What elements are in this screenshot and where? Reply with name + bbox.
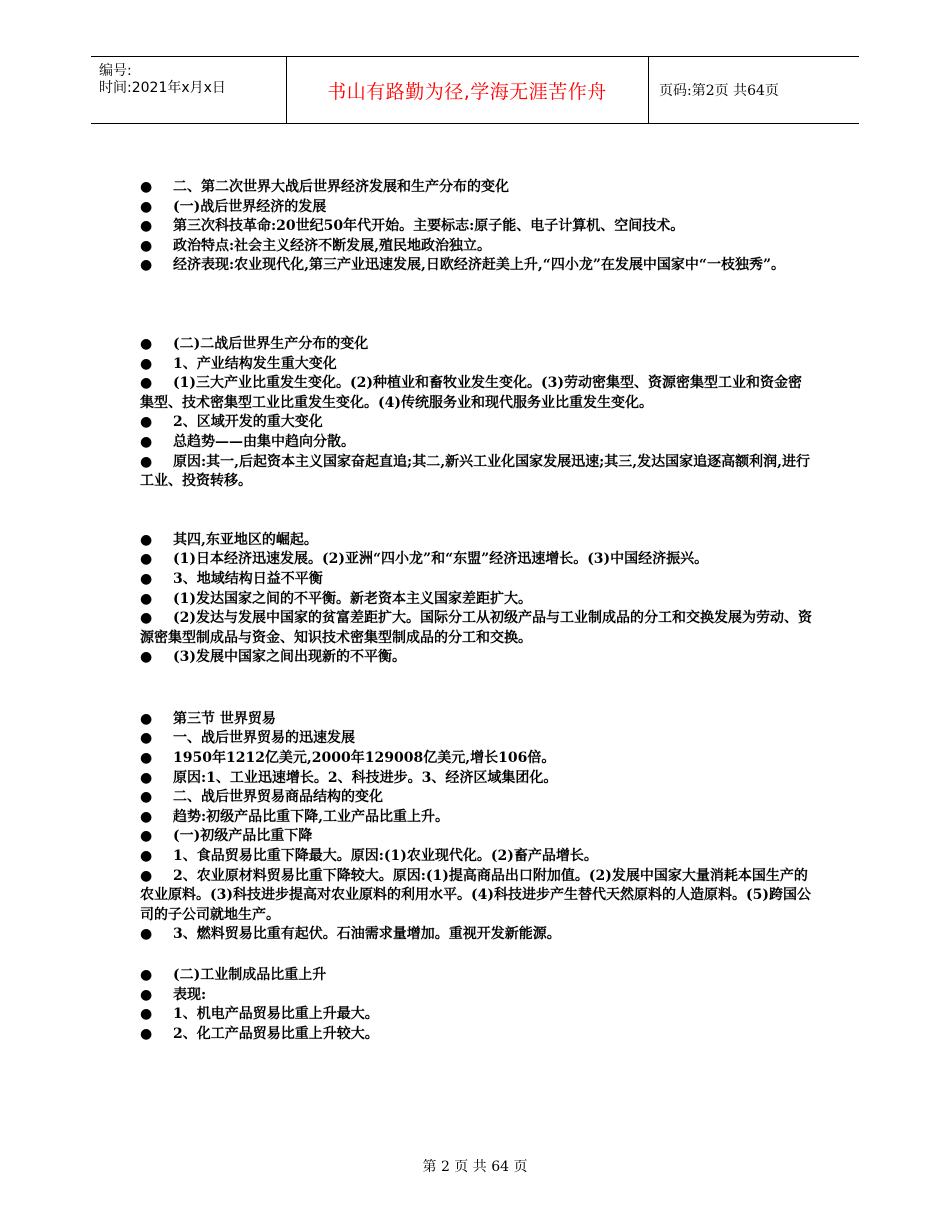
paragraph-text: (2)发达与发展中国家的贫富差距扩大。国际分工从初级产品与工业制成品的分工和交换发展为劳动、资源密集型制成品与资金、知识技术密集型制成品的分工和交换。	[140, 610, 812, 646]
bullet-icon: ●	[140, 531, 153, 548]
bullet-icon: ●	[140, 335, 153, 352]
bullet-paragraph	[140, 433, 812, 453]
section-gap	[140, 276, 812, 335]
bullet-paragraph	[140, 867, 812, 926]
paragraph-text: (1)日本经济迅速发展。(2)亚洲“四小龙”和“东盟”经济迅速增长。(3)中国经济振兴。	[173, 551, 709, 568]
bullet-paragraph	[140, 237, 812, 257]
paragraph-text: 2、农业原材料贸易比重下降较大。原因:(1)提高商品出口附加值。(2)发展中国家大量消耗本国生产的农业原料。(3)科技进步提高对农业原料的利用水平。(4)科技进步产生替代天然原料的人造原料。(5)跨国公司的子公司就地生产。	[140, 867, 811, 923]
bullet-paragraph	[140, 966, 812, 986]
paragraph-text: 表现:	[173, 986, 207, 1003]
bullet-icon: ●	[140, 198, 153, 215]
header-left-cell	[91, 57, 287, 123]
bullet-icon: ●	[140, 926, 153, 943]
paragraph-text: 原因:其一,后起资本主义国家奋起直追;其二,新兴工业化国家发展迅速;其三,发达国家追逐高额利润,进行工业、投资转移。	[140, 453, 810, 490]
bullet-icon: ●	[140, 1025, 153, 1042]
bullet-icon: ●	[140, 750, 153, 767]
paragraph-text: 总趋势——由集中趋向分散。	[173, 433, 355, 450]
section-gap	[140, 945, 812, 966]
bullet-icon: ●	[140, 179, 153, 195]
bullet-icon: ●	[140, 649, 153, 666]
bullet-icon: ●	[140, 1006, 153, 1023]
paragraph-text: 一、战后世界贸易的迅速发展	[173, 730, 355, 747]
paragraph-text: 1、产业结构发生重大变化	[173, 355, 337, 372]
paragraph-text: 3、燃料贸易比重有起伏。石油需求量增加。重视开发新能源。	[173, 926, 561, 943]
paragraph-text: 2、化工产品贸易比重上升较大。	[173, 1025, 379, 1042]
paragraph-text: (二)二战后世界生产分布的变化	[173, 335, 369, 352]
paragraph-text: 1、机电产品贸易比重上升最大。	[173, 1006, 379, 1023]
bullet-icon: ●	[140, 808, 153, 825]
bullet-paragraph	[140, 925, 812, 945]
bullet-paragraph	[140, 570, 812, 590]
bullet-paragraph	[140, 590, 812, 610]
bullet-paragraph	[140, 198, 812, 218]
bullet-paragraph	[140, 710, 812, 730]
paragraph-text: 1、食品贸易比重下降最大。原因:(1)农业现代化。(2)畜产品增长。	[173, 848, 598, 865]
bullet-paragraph	[140, 808, 812, 828]
bullet-icon: ●	[140, 610, 153, 627]
bullet-paragraph	[140, 1005, 812, 1025]
paragraph-text: 第三次科技革命:20世纪50年代开始。主要标志:原子能、电子计算机、空间技术。	[173, 218, 685, 235]
bullet-icon: ●	[140, 967, 153, 983]
paragraph-text: 趋势:初级产品比重下降,工业产品比重上升。	[173, 808, 450, 825]
paragraph-text: (3)发展中国家之间出现新的不平衡。	[173, 649, 406, 666]
bullet-icon: ●	[140, 551, 153, 568]
bullet-paragraph	[140, 413, 812, 433]
bullet-icon: ●	[140, 453, 153, 470]
header-motto-cell	[286, 57, 649, 123]
paragraph-text: (二)工业制成品比重上升	[173, 967, 327, 983]
motto-text: 书山有路勤为径,学海无涯苦作舟	[327, 80, 607, 103]
bullet-icon: ●	[140, 257, 153, 274]
bullet-icon: ●	[140, 867, 153, 884]
bullet-paragraph	[140, 531, 812, 551]
paragraph-text: (1)发达国家之间的不平衡。新老资本主义国家差距扩大。	[173, 590, 532, 607]
header-page-cell	[649, 57, 859, 123]
section-gap	[140, 668, 812, 710]
bullet-paragraph	[140, 335, 812, 355]
bullet-icon: ●	[140, 590, 153, 607]
bullet-icon: ●	[140, 769, 153, 786]
serial-number-label: 编号:	[99, 63, 132, 79]
paragraph-text: 2、区域开发的重大变化	[173, 414, 323, 431]
bullet-icon: ●	[140, 237, 153, 254]
bullet-paragraph	[140, 769, 812, 789]
bullet-paragraph	[140, 550, 812, 570]
paragraph-text: 原因:1、工业迅速增长。2、科技进步。3、经济区域集团化。	[173, 769, 558, 786]
paragraph-text: (一)战后世界经济的发展	[173, 198, 327, 215]
bullet-paragraph	[140, 217, 812, 237]
paragraph-text: 第三节 世界贸易	[173, 710, 276, 727]
bullet-paragraph	[140, 178, 812, 198]
paragraph-text: 二、战后世界贸易商品结构的变化	[173, 789, 383, 806]
bullet-paragraph	[140, 827, 812, 847]
bullet-paragraph	[140, 847, 812, 867]
paragraph-text: 1950年1212亿美元,2000年129008亿美元,增长106倍。	[173, 750, 556, 767]
bullet-paragraph	[140, 749, 812, 769]
bullet-paragraph	[140, 788, 812, 808]
bullet-paragraph	[140, 729, 812, 749]
page-header	[91, 56, 859, 124]
bullet-icon: ●	[140, 730, 153, 747]
paragraph-text: 政治特点:社会主义经济不断发展,殖民地政治独立。	[173, 237, 492, 254]
bullet-icon: ●	[140, 414, 153, 431]
bullet-icon: ●	[140, 710, 153, 727]
bullet-paragraph	[140, 986, 812, 1006]
bullet-paragraph	[140, 256, 812, 276]
bullet-icon: ●	[140, 375, 153, 392]
paragraph-text: (1)三大产业比重发生变化。(2)种植业和畜牧业发生变化。(3)劳动密集型、资源密集型工业和资金密集型、技术密集型工业比重发生变化。(4)传统服务业和现代服务业比重发生变化。	[140, 375, 802, 411]
bullet-icon: ●	[140, 570, 153, 587]
bullet-paragraph	[140, 374, 812, 413]
bullet-icon: ●	[140, 828, 153, 845]
bullet-icon: ●	[140, 433, 153, 450]
paragraph-text: (一)初级产品比重下降	[173, 828, 313, 845]
header-page-info: 页码:第2页 共64页	[659, 83, 779, 99]
bullet-paragraph	[140, 453, 812, 492]
bullet-icon: ●	[140, 848, 153, 865]
bullet-icon: ●	[140, 986, 153, 1003]
bullet-icon: ●	[140, 218, 153, 235]
paragraph-text: 经济表现:农业现代化,第三产业迅速发展,日欧经济赶美上升,“四小龙”在发展中国家中“一枝独秀”。	[173, 257, 785, 274]
document-body	[140, 178, 812, 1044]
date-label: 时间:2021年x月x日	[99, 80, 226, 96]
bullet-paragraph	[140, 355, 812, 375]
page-footer: 第 2 页 共 64 页	[422, 1159, 528, 1175]
paragraph-text: 其四,东亚地区的崛起。	[173, 531, 318, 548]
bullet-icon: ●	[140, 789, 153, 806]
bullet-paragraph	[140, 1025, 812, 1045]
paragraph-text: 二、第二次世界大战后世界经济发展和生产分布的变化	[173, 179, 509, 195]
bullet-paragraph	[140, 609, 812, 648]
section-gap	[140, 492, 812, 531]
paragraph-text: 3、地域结构日益不平衡	[173, 570, 323, 587]
bullet-icon: ●	[140, 355, 153, 372]
bullet-paragraph	[140, 648, 812, 668]
